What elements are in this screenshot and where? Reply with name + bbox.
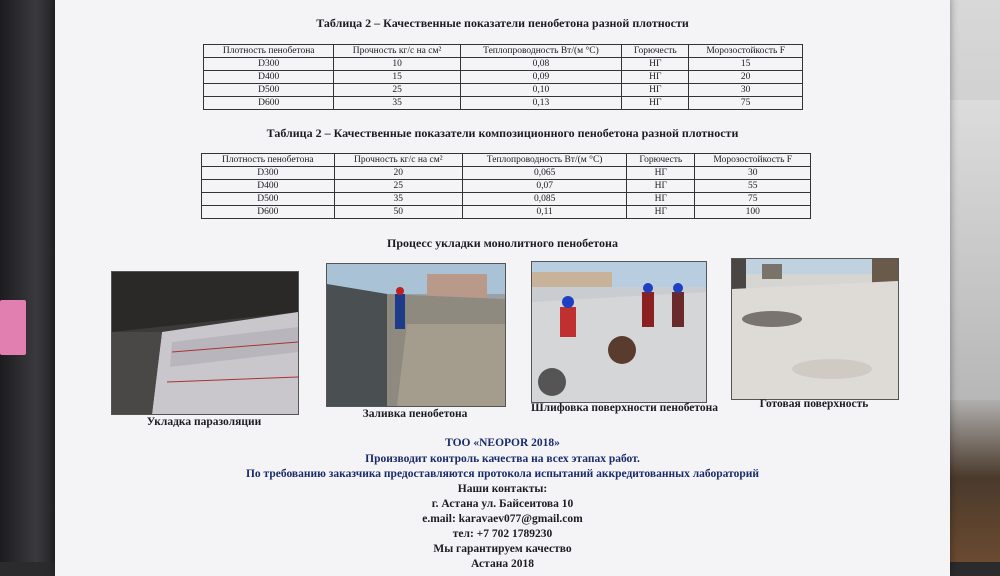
table-row bbox=[204, 71, 803, 84]
table-cell: 100 bbox=[695, 206, 811, 219]
col-header: Прочность кг/с на см² bbox=[334, 45, 460, 58]
table-cell: 0,11 bbox=[463, 206, 627, 219]
company-line-1: Производит контроль качества на всех этапах работ. bbox=[365, 453, 640, 465]
table-cell: D300 bbox=[202, 167, 335, 180]
caption-step-3: Шлифовка поверхности пенобетона bbox=[531, 402, 719, 414]
table-cell: 50 bbox=[334, 206, 462, 219]
company-phone: тел: +7 702 1789230 bbox=[452, 528, 553, 540]
table-row bbox=[202, 193, 811, 206]
table-cell: НГ bbox=[627, 167, 695, 180]
table-cell: 0,065 bbox=[463, 167, 627, 180]
table-cell: D300 bbox=[204, 58, 334, 71]
table-cell: 35 bbox=[334, 97, 460, 110]
table-cell: 30 bbox=[695, 167, 811, 180]
table-cell: 0,10 bbox=[460, 84, 621, 97]
photo-finished-surface-image bbox=[732, 259, 898, 399]
table-cell: 0,085 bbox=[463, 193, 627, 206]
background-object bbox=[0, 300, 26, 355]
photo-grinding bbox=[531, 261, 707, 403]
document-page bbox=[55, 0, 950, 576]
table-row bbox=[202, 206, 811, 219]
photo-pouring bbox=[326, 263, 506, 407]
table-cell: 55 bbox=[695, 180, 811, 193]
table-cell: D600 bbox=[204, 97, 334, 110]
table-header-row bbox=[204, 45, 803, 58]
company-footer: Астана 2018 bbox=[471, 558, 534, 570]
table-cell: D500 bbox=[204, 84, 334, 97]
table1-title: Таблица 2 – Качественные показатели пенобетона разной плотности bbox=[316, 16, 689, 30]
company-slogan: Мы гарантируем качество bbox=[433, 543, 572, 555]
table-row bbox=[202, 180, 811, 193]
table-cell: 25 bbox=[334, 180, 462, 193]
company-name: ТОО «NEOPOR 2018» bbox=[445, 437, 560, 449]
table-cell: НГ bbox=[622, 71, 689, 84]
table-cell: 15 bbox=[689, 58, 803, 71]
table-cell: НГ bbox=[627, 206, 695, 219]
col-header: Горючесть bbox=[627, 154, 695, 167]
col-header: Морозостойкость F bbox=[689, 45, 803, 58]
table-cell: 30 bbox=[689, 84, 803, 97]
table-cell: НГ bbox=[622, 58, 689, 71]
table-cell: 0,07 bbox=[463, 180, 627, 193]
table-cell: НГ bbox=[622, 97, 689, 110]
photo-finished-surface bbox=[731, 258, 899, 400]
background-device bbox=[943, 100, 1000, 400]
table-cell: 0,13 bbox=[460, 97, 621, 110]
table-cell: 75 bbox=[689, 97, 803, 110]
photo-grinding-image bbox=[532, 262, 706, 402]
table-cell: D400 bbox=[202, 180, 335, 193]
photo-pouring-image bbox=[327, 264, 505, 406]
table-row bbox=[204, 84, 803, 97]
table-row bbox=[204, 97, 803, 110]
table2 bbox=[201, 153, 811, 219]
table1 bbox=[203, 44, 803, 110]
table-cell: 15 bbox=[334, 71, 460, 84]
table-cell: D500 bbox=[202, 193, 335, 206]
background-left bbox=[0, 0, 60, 562]
table-cell: 0,08 bbox=[460, 58, 621, 71]
contacts-label: Наши контакты: bbox=[457, 483, 548, 495]
caption-step-1: Укладка паразоляции bbox=[146, 416, 262, 428]
photo-vapor-barrier bbox=[111, 271, 299, 415]
table-cell: 75 bbox=[695, 193, 811, 206]
table-cell: 10 bbox=[334, 58, 460, 71]
caption-step-4: Готовая поверхность bbox=[759, 398, 869, 410]
table-cell: НГ bbox=[627, 180, 695, 193]
caption-step-2: Заливка пенобетона bbox=[362, 408, 468, 420]
company-line-2: По требованию заказчика предоставляются протокола испытаний аккредитованных лабораторий bbox=[245, 468, 759, 480]
photo-vapor-barrier-image bbox=[112, 272, 298, 414]
col-header: Прочность кг/с на см² bbox=[334, 154, 462, 167]
table-cell: НГ bbox=[622, 84, 689, 97]
table-cell: 35 bbox=[334, 193, 462, 206]
table-cell: D400 bbox=[204, 71, 334, 84]
col-header: Плотность пенобетона bbox=[204, 45, 334, 58]
table-row bbox=[204, 58, 803, 71]
table-cell: 0,09 bbox=[460, 71, 621, 84]
table-cell: 20 bbox=[689, 71, 803, 84]
company-address: г. Астана ул. Байсеитова 10 bbox=[431, 498, 574, 510]
col-header: Морозостойкость F bbox=[695, 154, 811, 167]
col-header: Теплопроводность Вт/(м °С) bbox=[463, 154, 627, 167]
table-cell: D600 bbox=[202, 206, 335, 219]
table-cell: 25 bbox=[334, 84, 460, 97]
table-cell: НГ bbox=[627, 193, 695, 206]
col-header: Теплопроводность Вт/(м °С) bbox=[460, 45, 621, 58]
process-title: Процесс укладки монолитного пенобетона bbox=[387, 236, 618, 250]
col-header: Горючесть bbox=[622, 45, 689, 58]
company-email: e.mail: karavaev077@gmail.com bbox=[422, 513, 583, 525]
table-header-row bbox=[202, 154, 811, 167]
table-row bbox=[202, 167, 811, 180]
table2-title: Таблица 2 – Качественные показатели композиционного пенобетона разной плотности bbox=[266, 126, 739, 140]
table-cell: 20 bbox=[334, 167, 462, 180]
col-header: Плотность пенобетона bbox=[202, 154, 335, 167]
